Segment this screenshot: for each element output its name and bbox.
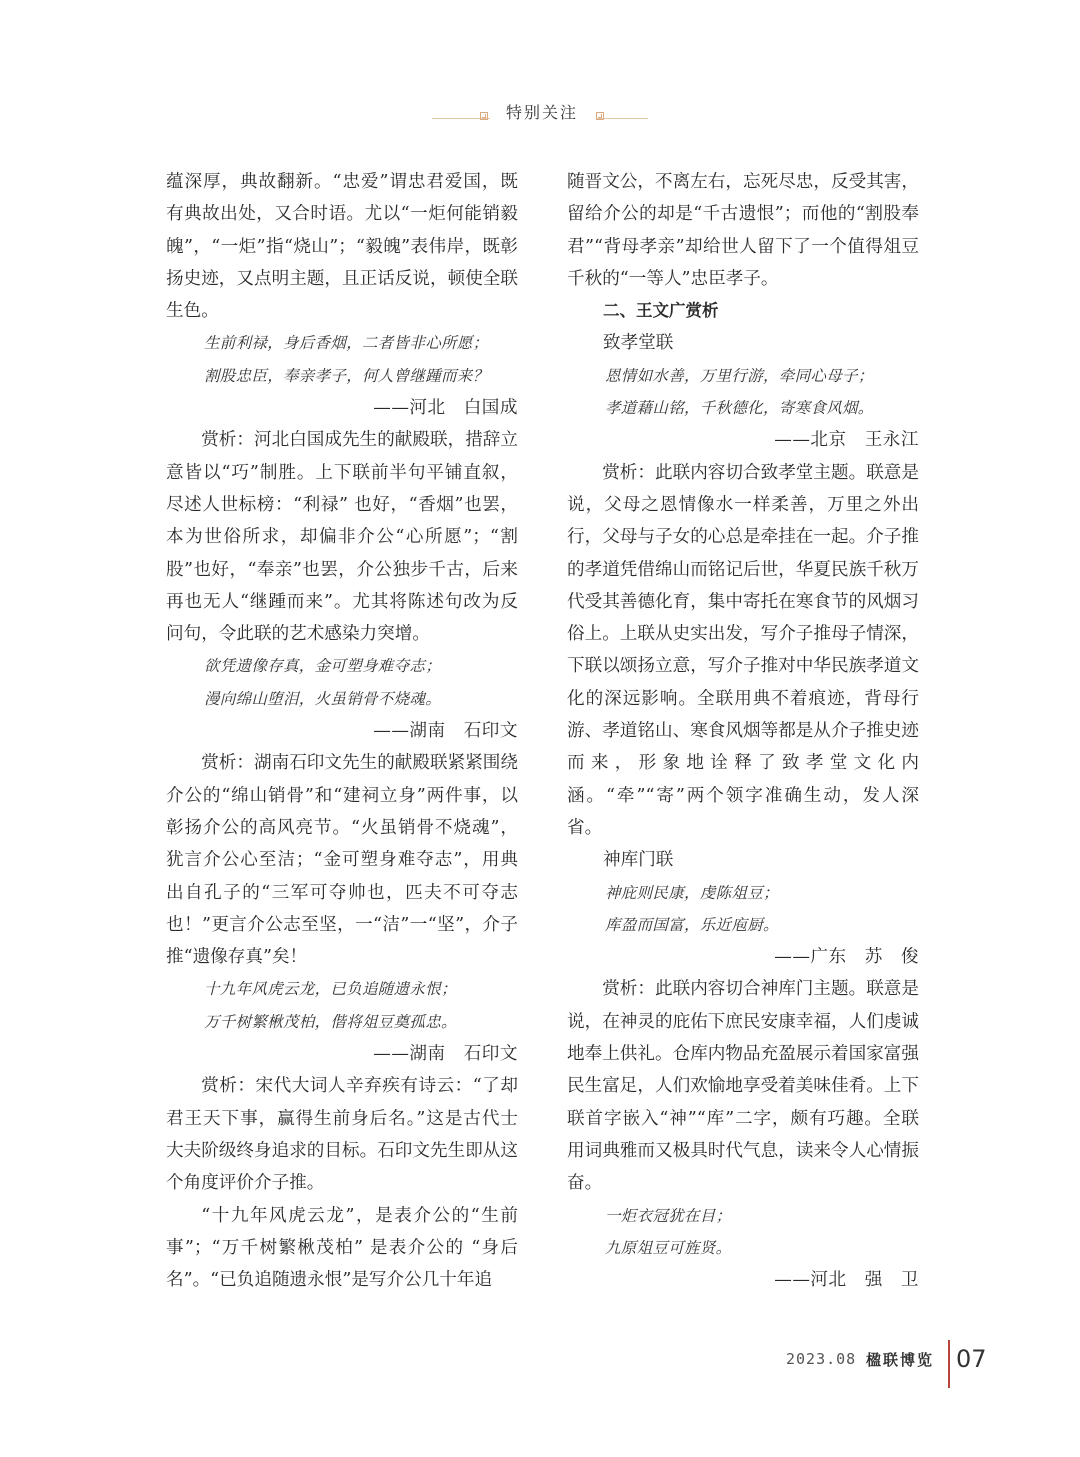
couplet-line: 万千树繁楸茂柏，偕将俎豆奠孤忠。 bbox=[204, 1012, 457, 1031]
paragraph: 赏析：此联内容切合致孝堂主题。联意是说，父母之恩情像水一样柔善，万里之外出行，父母与子女的心总是牵挂在一起。介子推的孝道凭借绵山而铭记后世，华夏民族千秋万代受其善德化育，集中寄托在寒食节的风烟习俗上。上联从史实出发，写介子推母子情深，下联以颂扬立意，写介子推对中华民族孝道文化的深远影响。全联用典不着痕迹，背母行游、孝道铭山、寒食风烟等都是从介子推史迹而来，形象地诠释了致孝堂文化内涵。“牵”“寄”两个领字准确生动，发人深省。 bbox=[567, 462, 919, 838]
page-number: 07 bbox=[956, 1345, 987, 1373]
paragraph: 随晋文公，不离左右，忘死尽忠，反受其害，留给介公的却是“千古遗恨”；而他的“割股奉君”“背母孝亲”却给世人留下了一个值得俎豆千秋的“一等人”忠臣孝子。 bbox=[567, 172, 919, 289]
magazine-name: 楹联博览 bbox=[866, 1351, 935, 1369]
couplet-line: 割股忠臣，奉亲孝子，何人曾继踵而来？ bbox=[204, 366, 489, 385]
left-column bbox=[166, 166, 518, 1296]
paragraph: 赏析：湖南石印文先生的献殿联紧紧围绕介公的“绵山销骨”和“建祠立身”两件事，以彰扬介公的高风亮节。“火虽销骨不烧魂”，犹言介公心至洁；“金可塑身难夺志”，用典出自孔子的“三军可夺帅也，匹夫不可夺志也！”更言介公志至坚，一“洁”一“坚”，介子推“遗像存真”矣！ bbox=[166, 753, 518, 968]
author-credit: ——湖南 石印文 bbox=[373, 721, 518, 742]
header-rule-right bbox=[596, 118, 648, 119]
paragraph: 赏析：宋代大词人辛弃疾有诗云：“了却君王天下事，赢得生前身后名。”这是古代士大夫阶级终身追求的目标。石印文先生即从这个角度评价介子推。 bbox=[166, 1076, 518, 1194]
page-header bbox=[0, 96, 1080, 132]
couplet-title: 致孝堂联 bbox=[603, 333, 674, 354]
footer-divider bbox=[948, 1340, 950, 1388]
paragraph: 赏析：河北白国成先生的献殿联，措辞立意皆以“巧”制胜。上下联前半句平铺直叙，尽述人世标榜：“利禄” 也好，“香烟”也罢，本为世俗所求，却偏非介公“心所愿”；“割股”也好，“奉亲”也罢，介公独步千古，后来再也无人“继踵而来”。尤其将陈述句改为反问句，令此联的艺术感染力突增。 bbox=[166, 430, 518, 645]
paragraph: 蕴深厚，典故翻新。“忠爱”谓忠君爱国，既有典故出处，又合时语。尤以“一炬何能销毅魄”，“一炬”指“烧山”；“毅魄”表伟岸，既彰扬史迹，又点明主题，且正话反说，顿使全联生色。 bbox=[166, 172, 518, 322]
author-credit: ——北京 王永江 bbox=[774, 430, 919, 451]
couplet-line: 十九年风虎云龙，已负追随遗永恨； bbox=[204, 980, 457, 999]
couplet-title: 神库门联 bbox=[603, 850, 674, 871]
couplet-line: 库盈而国富，乐近庖厨。 bbox=[605, 915, 779, 934]
section-heading: 二、王文广赏析 bbox=[603, 301, 719, 321]
section-title: 特别关注 bbox=[505, 103, 578, 122]
paragraph: “十九年风虎云龙”，是表介公的“生前事”；“万千树繁楸茂柏” 是表介公的 “身后名”。“已负追随遗永恨”是写介公几十年追 bbox=[166, 1205, 518, 1291]
couplet-line: 一炬衣冠犹在目； bbox=[605, 1206, 732, 1225]
ornament-icon bbox=[480, 112, 488, 120]
couplet-line: 九原俎豆可旌贤。 bbox=[605, 1238, 732, 1257]
couplet-line: 恩情如水善，万里行游，牵同心母子； bbox=[605, 366, 874, 385]
author-credit: ——河北 白国成 bbox=[373, 398, 518, 419]
couplet-line: 生前利禄，身后香烟，二者皆非心所愿； bbox=[204, 334, 489, 353]
couplet-line: 漫向绵山堕泪，火虽销骨不烧魂。 bbox=[204, 689, 442, 708]
issue-date: 2023.08 bbox=[786, 1350, 857, 1368]
right-column bbox=[567, 166, 919, 1296]
couplet-line: 欲凭遗像存真，金可塑身难夺志； bbox=[204, 657, 442, 676]
page-footer bbox=[0, 1340, 1080, 1390]
author-credit: ——河北 强 卫 bbox=[774, 1270, 919, 1291]
couplet-line: 孝道藉山铭，千秋德化，寄寒食风烟。 bbox=[605, 399, 874, 418]
author-credit: ——广东 苏 俊 bbox=[774, 947, 919, 968]
paragraph: 赏析：此联内容切合神库门主题。联意是说，在神灵的庇佑下庶民安康幸福，人们虔诚地奉上供礼。仓库内物品充盈展示着国家富强民生富足，人们欢愉地享受着美味佳肴。上下联首字嵌入“神”“库”二字，颇有巧趣。全联用词典雅而又极具时代气息，读来令人心情振奋。 bbox=[567, 979, 919, 1194]
couplet-line: 神庇则民康，虔陈俎豆； bbox=[605, 883, 779, 902]
author-credit: ——湖南 石印文 bbox=[373, 1044, 518, 1065]
